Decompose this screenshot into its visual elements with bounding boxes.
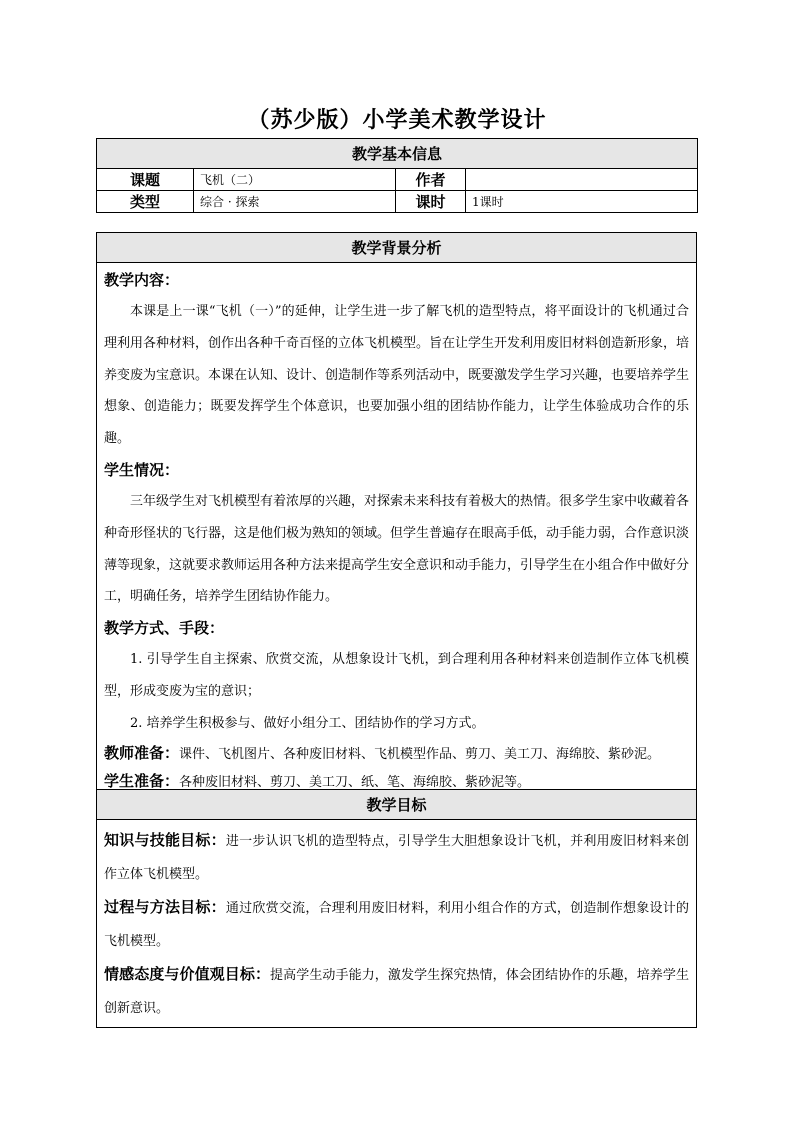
hours-label: 课时 bbox=[396, 191, 466, 213]
content-text: 本课是上一课“飞机（一）”的延伸，让学生进一步了解飞机的造型特点，将平面设计的飞机通过合理利用各种材料，创作出各种千奇百怪的立体飞机模型。旨在让学生开发利用废旧材料创造新形象，培养变废为宝意识。本课在认知、设计、创造制作等系列活动中，既要激发学生学习兴趣，也要培养学生想象、创造能力；既要发挥学生个体意识，也要加强小组的团结协作能力，让学生体验成功合作的乐趣。 bbox=[104, 304, 690, 447]
student-prep-text: 各种废旧材料、剪刀、美工刀、纸、笔、海绵胶、紫砂泥等。 bbox=[179, 774, 531, 790]
hours-value: 1课时 bbox=[466, 191, 698, 213]
student-text: 三年级学生对飞机模型有着浓厚的兴趣，对探索未来科技有着极大的热情。很多学生家中收藏着各种奇形怪状的飞行器，这是他们极为熟知的领域。但学生普遍存在眼高手低，动手能力弱，合作意识淡薄等现象，这就要求教师运用各种方法来提高学生安全意识和动手能力，引导学生在小组合作中做好分工，明确任务，培养学生团结协作能力。 bbox=[104, 493, 690, 605]
basic-info-table bbox=[96, 138, 698, 213]
author-value bbox=[466, 169, 698, 191]
process-label: 过程与方法目标： bbox=[104, 898, 226, 916]
method-heading: 教学方式、手段： bbox=[104, 619, 225, 638]
emotion-goal bbox=[104, 958, 689, 1025]
student-prep-label: 学生准备： bbox=[104, 771, 180, 790]
background-header: 教学背景分析 bbox=[97, 233, 697, 263]
page-title: （苏少版）小学美术教学设计 bbox=[247, 107, 547, 133]
process-goal bbox=[104, 891, 689, 958]
teacher-prep-label: 教师准备： bbox=[104, 743, 180, 762]
method-item-2: 2. 培养学生积极参与、做好小组分工、团结协作的学习方式。 bbox=[130, 715, 485, 731]
knowledge-goal bbox=[104, 824, 689, 891]
knowledge-text: 进一步认识飞机的造型特点，引导学生大胆想象设计飞机，并利用废旧材料来创作立体飞机模型。 bbox=[104, 834, 689, 882]
basic-info-header: 教学基本信息 bbox=[97, 139, 698, 169]
method-item-1: 1. 引导学生自主探索、欣赏交流，从想象设计飞机，到合理利用各种材料来创造制作立体飞机模型，形成变废为宝的意识； bbox=[104, 652, 689, 699]
process-text: 通过欣赏交流，合理利用废旧材料，利用小组合作的方式，创造制作想象设计的飞机模型。 bbox=[104, 901, 689, 949]
topic-value: 飞机（二） bbox=[194, 169, 396, 191]
objectives-table bbox=[96, 789, 697, 1028]
objectives-body bbox=[97, 820, 697, 1028]
background-analysis-table bbox=[96, 232, 697, 799]
content-heading: 教学内容： bbox=[104, 271, 180, 289]
teacher-prep bbox=[104, 740, 689, 768]
emotion-label: 情感态度与价值观目标： bbox=[104, 965, 271, 983]
emotion-text: 提高学生动手能力，激发学生探究热情，体会团结协作的乐趣，培养学生创新意识。 bbox=[104, 968, 689, 1016]
topic-label: 课题 bbox=[97, 169, 194, 191]
knowledge-label: 知识与技能目标： bbox=[104, 831, 226, 849]
student-heading: 学生情况： bbox=[104, 460, 180, 479]
author-label: 作者 bbox=[396, 169, 466, 191]
type-label: 类型 bbox=[97, 191, 194, 213]
background-body bbox=[97, 263, 697, 799]
teacher-prep-text: 课件、飞机图片、各种废旧材料、飞机模型作品、剪刀、美工刀、海绵胶、紫砂泥。 bbox=[179, 746, 661, 762]
objectives-header: 教学目标 bbox=[97, 790, 697, 820]
type-value: 综合 · 探索 bbox=[194, 191, 396, 213]
